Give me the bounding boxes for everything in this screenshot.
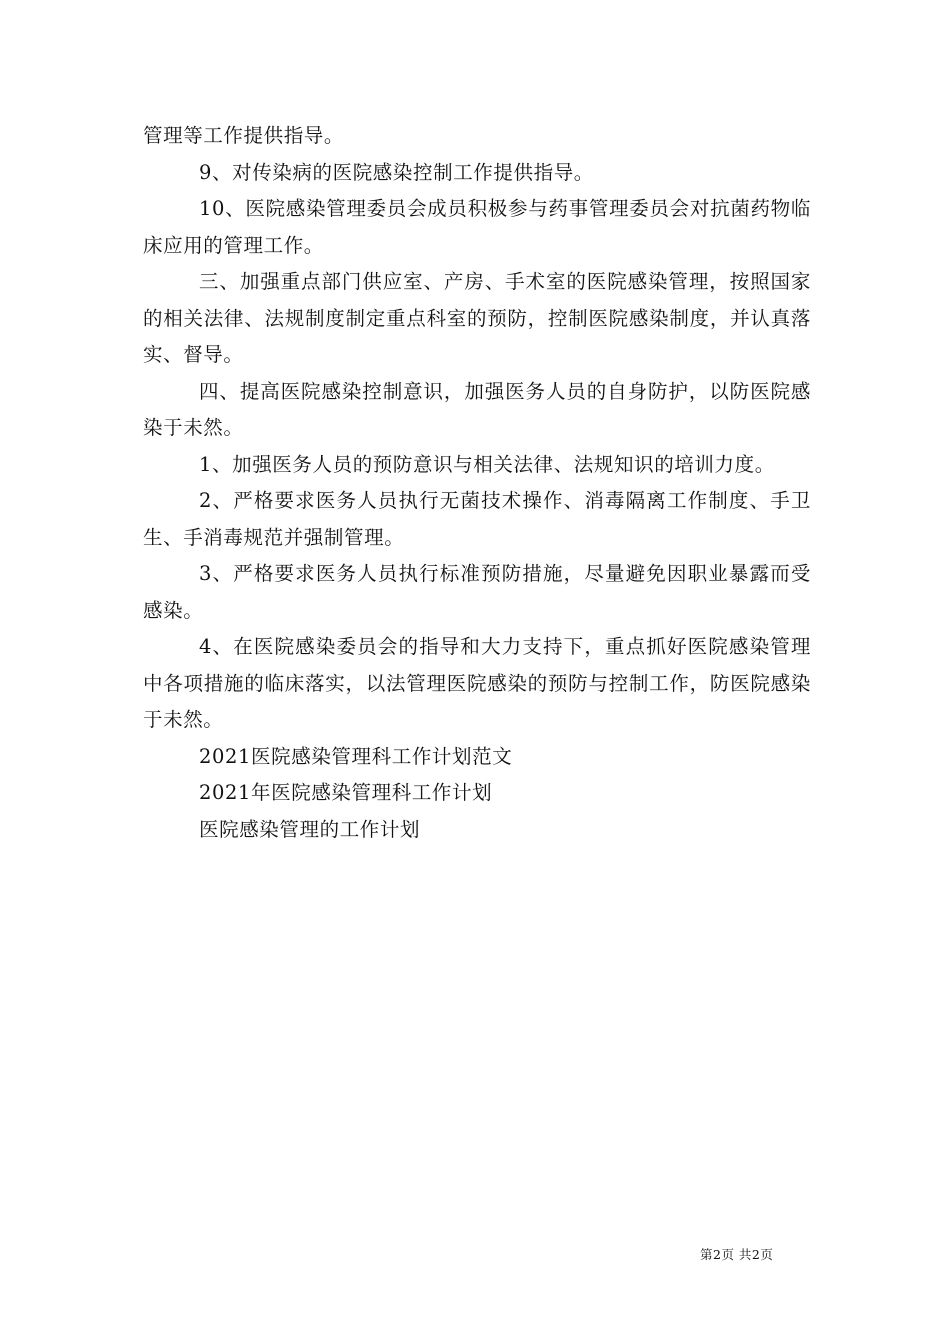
related-title[interactable]: 2021年医院感染管理科工作计划 [199, 781, 493, 804]
page-indicator: 第2页 共2页 [700, 1247, 774, 1262]
paragraph-subitem-1: 1、加强医务人员的预防意识与相关法律、法规知识的培训力度。 [199, 452, 775, 476]
paragraph-item-10: 10、医院感染管理委员会成员积极参与药事管理委员会对抗菌药物临床应用的管理工作。 [143, 197, 811, 257]
paragraph-section-4: 四、提高医院感染控制意识，加强医务人员的自身防护，以防医院感染于未然。 [143, 379, 811, 439]
paragraph-section-3: 三、加强重点部门供应室、产房、手术室的医院感染管理，按照国家的相关法律、法规制度制定重点科室的预防，控制医院感染制度，并认真落实、督导。 [143, 270, 811, 366]
paragraph-subitem-3: 3、严格要求医务人员执行标准预防措施，尽量避免因职业暴露而受感染。 [143, 562, 811, 622]
paragraph-continuation: 管理等工作提供指导。 [143, 124, 345, 147]
paragraph-item-9: 9、对传染病的医院感染控制工作提供指导。 [199, 160, 594, 184]
related-titles-list [143, 739, 811, 849]
paragraph-subitem-4: 4、在医院感染委员会的指导和大力支持下，重点抓好医院感染管理中各项措施的临床落实，以法管理医院感染的预防与控制工作，防医院感染于未然。 [143, 635, 811, 731]
paragraph-subitem-2: 2、严格要求医务人员执行无菌技术操作、消毒隔离工作制度、手卫生、手消毒规范并强制管理。 [143, 489, 811, 549]
document-body [143, 118, 811, 848]
related-title[interactable]: 医院感染管理的工作计划 [199, 817, 421, 841]
related-title[interactable]: 2021医院感染管理科工作计划范文 [199, 744, 513, 768]
